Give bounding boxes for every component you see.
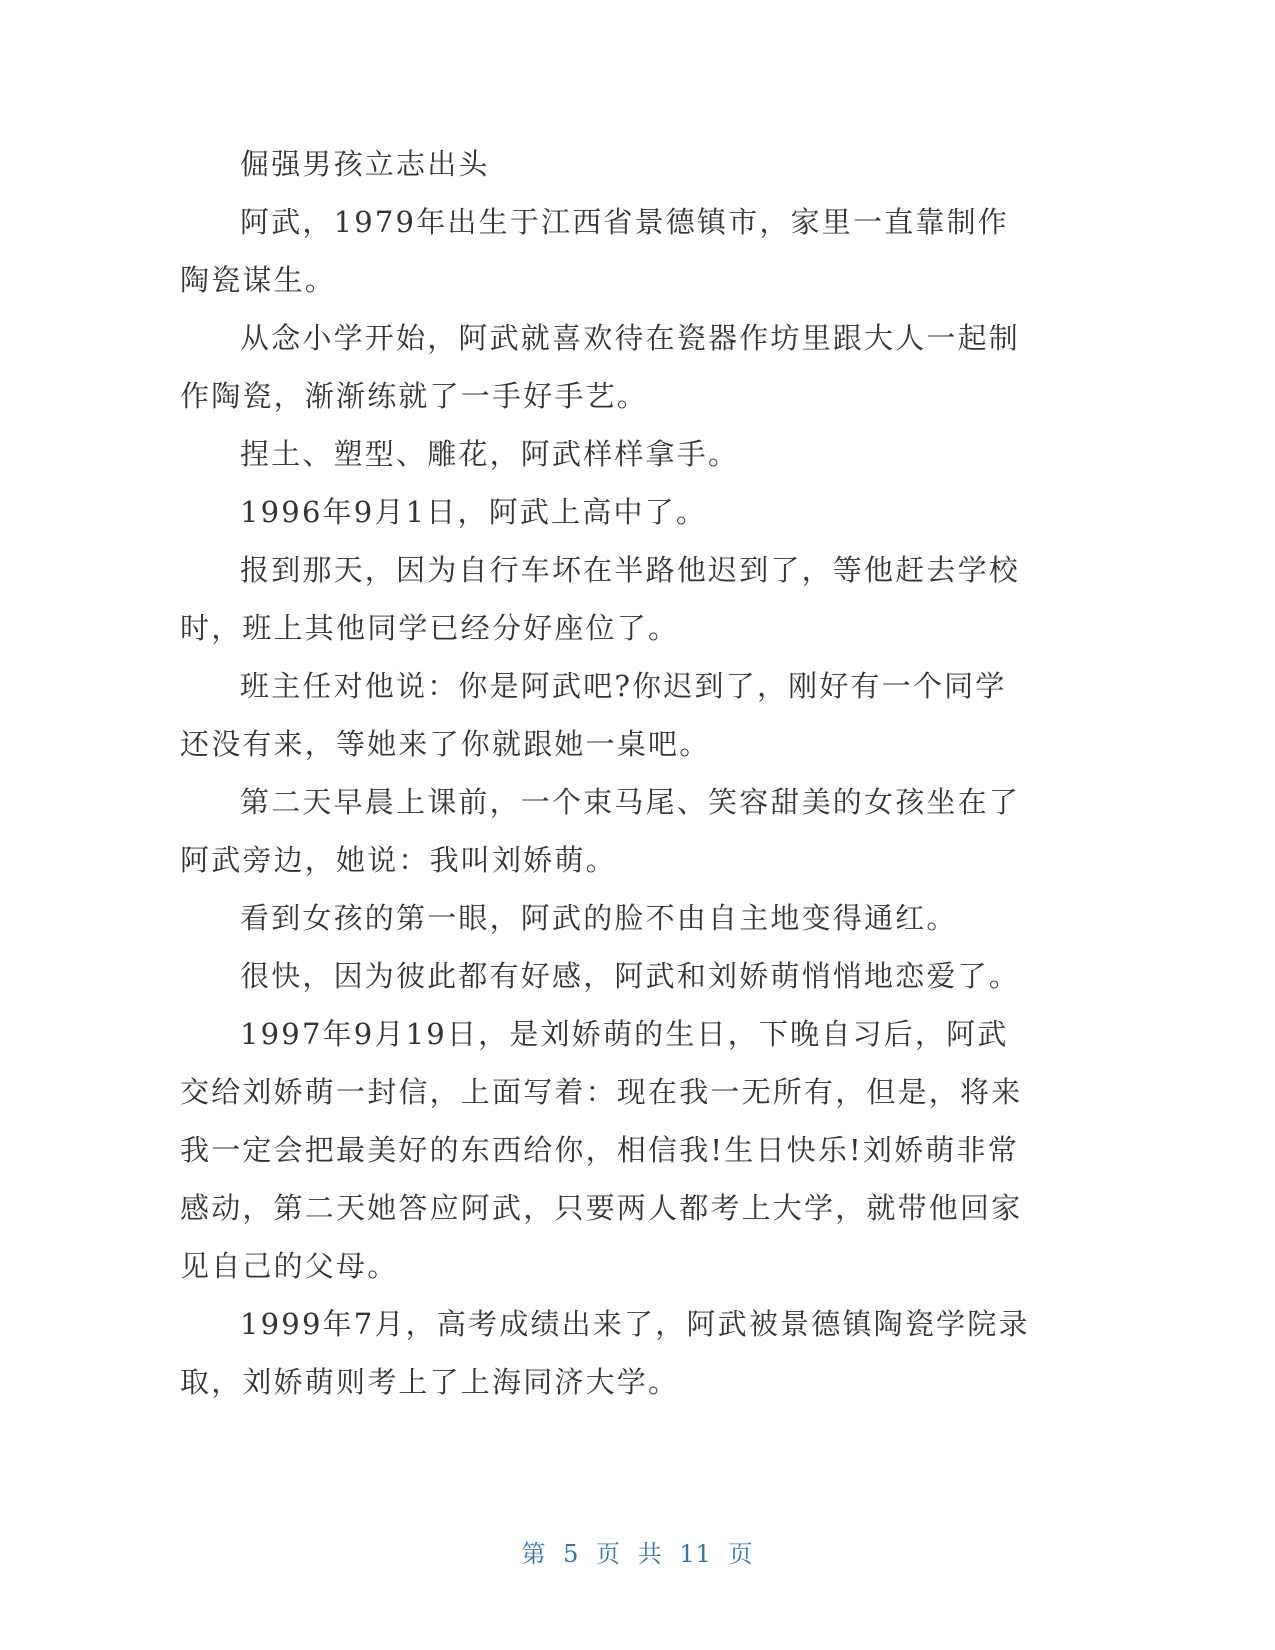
paragraph: 阿武，1979年出生于江西省景德镇市，家里一直靠制作陶瓷谋生。 [180,205,1010,297]
paragraph: 很快，因为彼此都有好感，阿武和刘娇萌悄悄地恋爱了。 [240,959,1021,993]
paragraph: 1999年7月，高考成绩出来了，阿武被景德镇陶瓷学院录取，刘娇萌则考上了上海同济大学。 [180,1307,1030,1399]
footer-suffix: 页 [728,1540,754,1568]
current-page-number: 5 [563,1540,580,1568]
footer-total-prefix: 共 [637,1540,663,1568]
footer-prefix: 第 [521,1540,547,1568]
total-pages-number: 11 [679,1540,712,1568]
paragraph: 报到那天，因为自行车坏在半路他迟到了，等他赶去学校时，班上其他同学已经分好座位了。 [180,553,1021,645]
paragraph: 看到女孩的第一眼，阿武的脸不由自主地变得通红。 [240,901,958,935]
footer-page-word: 页 [596,1540,622,1568]
paragraph: 班主任对他说：你是阿武吧?你迟到了，刚好有一个同学还没有来，等她来了你就跟她一桌吧。 [180,669,1007,761]
page-footer [0,1534,1275,1569]
paragraph: 1997年9月19日，是刘娇萌的生日，下晚自习后，阿武交给刘娇萌一封信，上面写着：现在我一无所有，但是，将来我一定会把最美好的东西给你，相信我!生日快乐!刘娇萌非常感动，第二天她答应阿武，只要两人都考上大学，就带他回家见自己的父母。 [180,1017,1023,1283]
paragraph-title: 倔强男孩立志出头 [240,147,490,181]
paragraph: 第二天早晨上课前，一个束马尾、笑容甜美的女孩坐在了阿武旁边，她说：我叫刘娇萌。 [180,785,1021,877]
document-body [180,135,1030,1411]
paragraph: 从念小学开始，阿武就喜欢待在瓷器作坊里跟大人一起制作陶瓷，渐渐练就了一手好手艺。 [180,321,1021,413]
paragraph: 捏土、塑型、雕花，阿武样样拿手。 [240,437,740,471]
paragraph: 1996年9月1日，阿武上高中了。 [240,495,708,529]
